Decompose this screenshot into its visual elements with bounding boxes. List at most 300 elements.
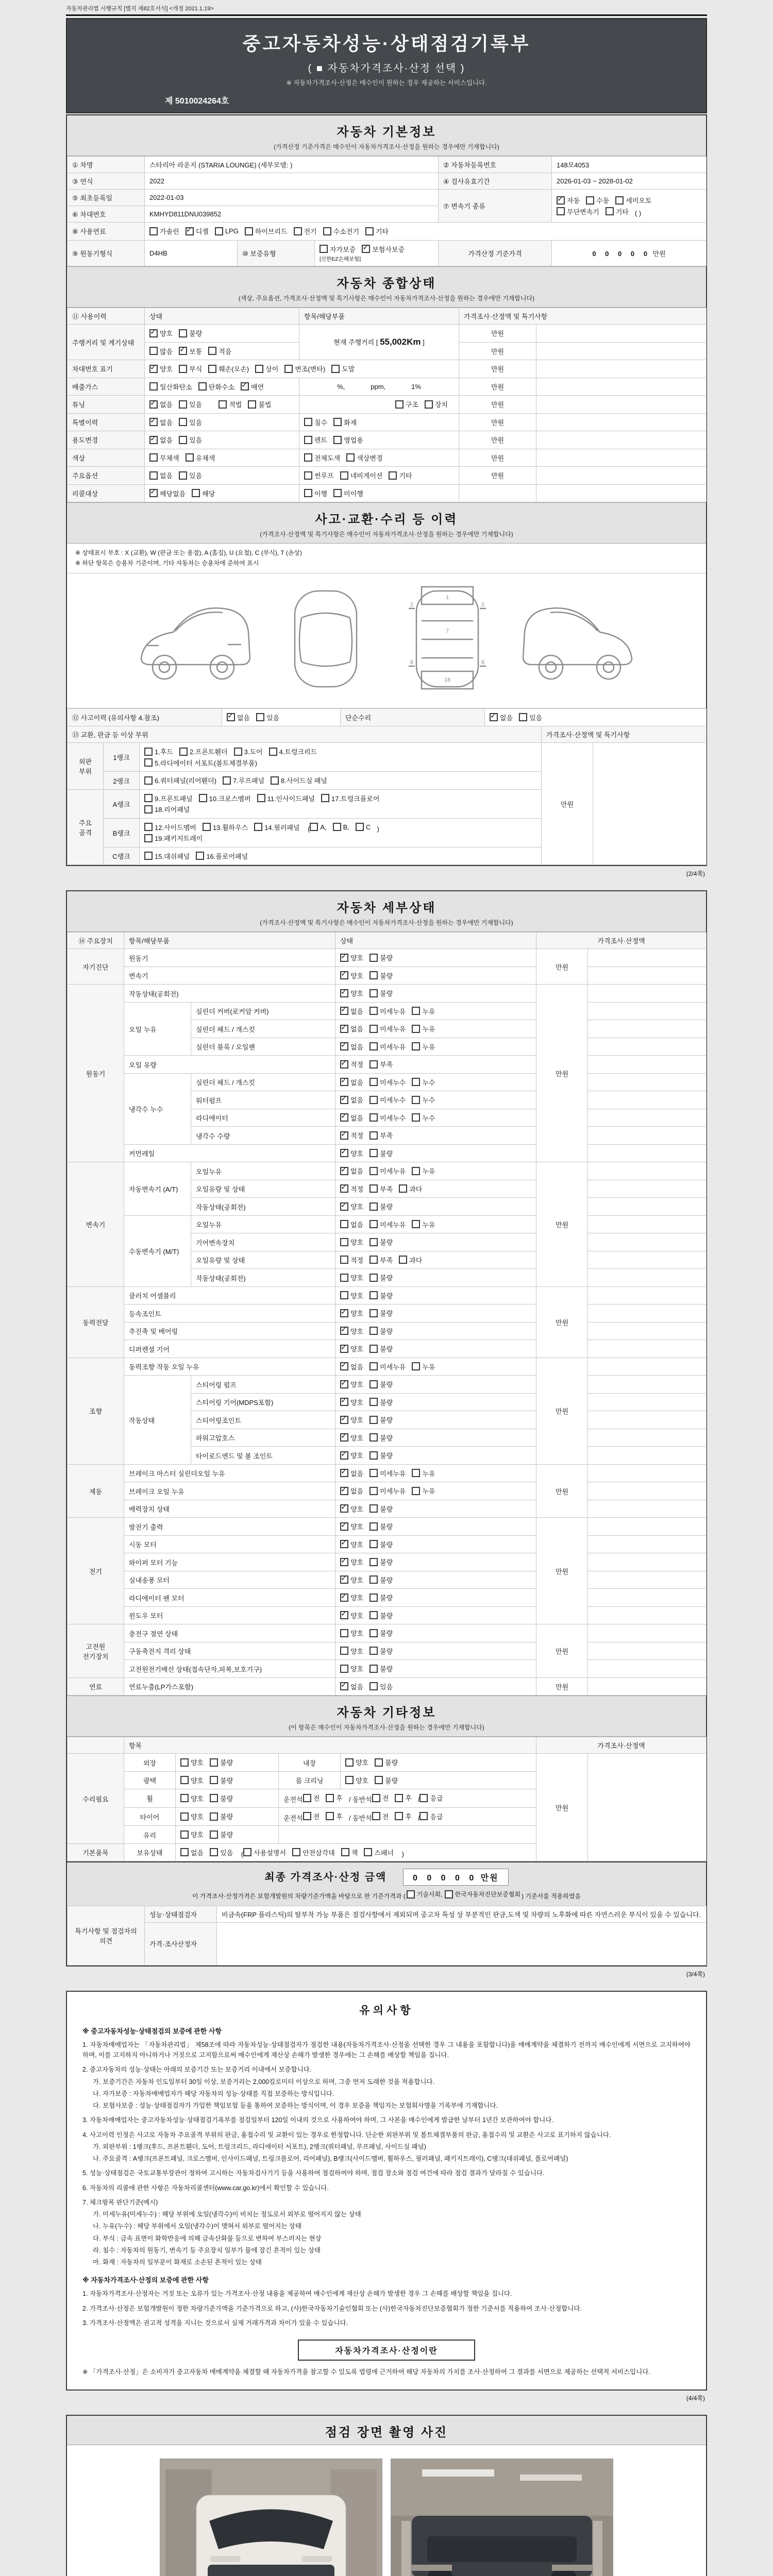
checkbox-checked[interactable] xyxy=(149,365,158,373)
checkbox[interactable] xyxy=(326,1812,334,1820)
checkbox-option[interactable] xyxy=(292,1848,335,1857)
checkbox-option[interactable] xyxy=(372,1811,389,1821)
checkbox[interactable] xyxy=(320,245,328,253)
checkbox[interactable] xyxy=(180,1758,189,1767)
checkbox-option[interactable] xyxy=(412,1486,435,1496)
checkbox-option[interactable] xyxy=(369,971,393,980)
checkbox-option[interactable] xyxy=(149,346,173,356)
checkbox-option[interactable] xyxy=(346,453,382,463)
checkbox-option[interactable] xyxy=(304,488,327,498)
checkbox-option[interactable] xyxy=(395,1811,412,1821)
checkbox-checked[interactable] xyxy=(149,436,158,444)
checkbox-option[interactable] xyxy=(369,953,393,962)
checkbox-checked[interactable] xyxy=(362,245,370,253)
checkbox-option[interactable] xyxy=(412,1166,435,1176)
checkbox[interactable] xyxy=(180,1831,189,1839)
checkbox[interactable] xyxy=(412,1487,420,1495)
checkbox-option[interactable] xyxy=(340,1682,363,1691)
checkbox-option[interactable] xyxy=(345,1775,368,1785)
checkbox-checked[interactable] xyxy=(241,382,249,391)
checkbox-option[interactable] xyxy=(369,1344,393,1353)
checkbox-option[interactable] xyxy=(606,207,629,216)
checkbox-option[interactable] xyxy=(369,1628,393,1638)
checkbox[interactable] xyxy=(557,207,565,215)
checkbox[interactable] xyxy=(333,418,342,426)
checkbox-option[interactable] xyxy=(340,971,363,980)
checkbox-option[interactable] xyxy=(369,1148,393,1158)
checkbox-option[interactable] xyxy=(149,328,173,338)
checkbox-option[interactable] xyxy=(271,775,327,785)
checkbox[interactable] xyxy=(369,1060,378,1069)
checkbox[interactable] xyxy=(375,1776,383,1784)
checkbox-option[interactable] xyxy=(425,399,448,409)
checkbox-option[interactable] xyxy=(369,1468,406,1478)
checkbox-option[interactable] xyxy=(219,399,242,409)
checkbox-checked[interactable] xyxy=(340,971,348,979)
checkbox[interactable] xyxy=(144,834,153,842)
checkbox[interactable] xyxy=(407,1890,415,1899)
checkbox[interactable] xyxy=(412,1096,420,1104)
checkbox-option[interactable] xyxy=(340,1006,363,1016)
checkbox-option[interactable] xyxy=(340,1255,363,1265)
checkbox[interactable] xyxy=(326,1794,334,1802)
checkbox-option[interactable] xyxy=(284,364,325,374)
checkbox[interactable] xyxy=(369,1096,378,1104)
checkbox[interactable] xyxy=(519,713,527,721)
checkbox[interactable] xyxy=(369,1380,378,1388)
checkbox[interactable] xyxy=(369,1042,378,1050)
checkbox-option[interactable] xyxy=(223,775,264,785)
checkbox-option[interactable] xyxy=(340,988,363,998)
checkbox-option[interactable] xyxy=(340,1664,363,1673)
checkbox-option[interactable] xyxy=(340,1095,363,1105)
checkbox[interactable] xyxy=(255,365,263,373)
checkbox-option[interactable] xyxy=(196,851,248,861)
checkbox[interactable] xyxy=(333,436,342,444)
checkbox-option[interactable] xyxy=(234,747,263,756)
checkbox-checked[interactable] xyxy=(340,1558,348,1566)
checkbox[interactable] xyxy=(210,1848,218,1856)
checkbox-checked[interactable] xyxy=(340,1060,348,1069)
checkbox-option[interactable] xyxy=(210,1829,233,1839)
checkbox-option[interactable] xyxy=(180,1811,204,1821)
checkbox-option[interactable] xyxy=(369,1415,393,1425)
checkbox[interactable] xyxy=(340,1629,348,1637)
checkbox[interactable] xyxy=(412,1220,420,1228)
checkbox-option[interactable] xyxy=(198,382,234,392)
checkbox-option[interactable] xyxy=(179,470,202,480)
checkbox[interactable] xyxy=(369,1522,378,1531)
checkbox-option[interactable] xyxy=(340,1379,363,1389)
checkbox[interactable] xyxy=(179,418,187,426)
checkbox-option[interactable] xyxy=(369,1521,393,1531)
checkbox[interactable] xyxy=(369,1220,378,1228)
checkbox-option[interactable] xyxy=(180,1793,204,1803)
checkbox-option[interactable] xyxy=(412,1042,435,1052)
checkbox-checked[interactable] xyxy=(340,1007,348,1015)
checkbox[interactable] xyxy=(340,1665,348,1673)
checkbox[interactable] xyxy=(179,436,187,444)
checkbox[interactable] xyxy=(425,400,433,409)
checkbox-option[interactable] xyxy=(369,1130,393,1140)
checkbox[interactable] xyxy=(257,794,265,802)
checkbox[interactable] xyxy=(369,1398,378,1406)
checkbox-option[interactable] xyxy=(412,1077,435,1087)
checkbox-option[interactable] xyxy=(395,399,418,409)
checkbox-option[interactable] xyxy=(256,713,279,722)
checkbox-option[interactable] xyxy=(333,823,349,831)
checkbox[interactable] xyxy=(369,1184,378,1193)
checkbox-option[interactable] xyxy=(180,1757,204,1767)
checkbox[interactable] xyxy=(369,1149,378,1157)
checkbox[interactable] xyxy=(304,418,312,426)
checkbox-checked[interactable] xyxy=(340,1345,348,1353)
checkbox[interactable] xyxy=(321,794,329,802)
checkbox[interactable] xyxy=(294,227,302,235)
checkbox-option[interactable] xyxy=(369,1682,393,1691)
checkbox[interactable] xyxy=(203,823,211,831)
checkbox[interactable] xyxy=(199,794,207,802)
checkbox-option[interactable] xyxy=(326,1811,343,1821)
checkbox-checked[interactable] xyxy=(340,1309,348,1317)
checkbox[interactable] xyxy=(210,1794,218,1802)
checkbox[interactable] xyxy=(369,1558,378,1566)
checkbox-option[interactable] xyxy=(375,1757,398,1767)
checkbox-option[interactable] xyxy=(340,1024,363,1033)
checkbox[interactable] xyxy=(144,794,153,802)
checkbox-option[interactable] xyxy=(369,1539,393,1549)
checkbox[interactable] xyxy=(144,823,153,831)
checkbox-checked[interactable] xyxy=(490,713,498,721)
checkbox[interactable] xyxy=(412,1113,420,1122)
checkbox[interactable] xyxy=(345,1776,354,1784)
checkbox-option[interactable] xyxy=(412,1468,435,1478)
checkbox[interactable] xyxy=(369,954,378,962)
checkbox-option[interactable] xyxy=(180,1775,204,1785)
checkbox[interactable] xyxy=(369,1665,378,1673)
checkbox[interactable] xyxy=(198,382,207,391)
checkbox-option[interactable] xyxy=(369,1486,406,1496)
checkbox-option[interactable] xyxy=(144,851,190,861)
checkbox[interactable] xyxy=(144,852,153,860)
checkbox-option[interactable] xyxy=(241,382,264,392)
checkbox-option[interactable] xyxy=(215,227,239,235)
checkbox[interactable] xyxy=(369,1113,378,1122)
checkbox-option[interactable] xyxy=(321,793,379,803)
checkbox-option[interactable] xyxy=(180,1848,204,1857)
checkbox-option[interactable] xyxy=(210,1793,233,1803)
checkbox[interactable] xyxy=(179,329,187,337)
checkbox[interactable] xyxy=(389,471,397,480)
checkbox[interactable] xyxy=(369,1345,378,1353)
checkbox-option[interactable] xyxy=(395,1793,412,1803)
checkbox[interactable] xyxy=(341,1848,349,1856)
checkbox[interactable] xyxy=(395,400,404,409)
checkbox[interactable] xyxy=(186,453,194,462)
checkbox-checked[interactable] xyxy=(340,1149,348,1157)
checkbox-option[interactable] xyxy=(210,1757,233,1767)
checkbox-option[interactable] xyxy=(208,346,231,356)
checkbox-option[interactable] xyxy=(340,1113,363,1123)
checkbox[interactable] xyxy=(369,1167,378,1175)
checkbox[interactable] xyxy=(210,1831,218,1839)
checkbox[interactable] xyxy=(395,1812,403,1820)
checkbox-checked[interactable] xyxy=(340,1327,348,1335)
checkbox[interactable] xyxy=(369,1487,378,1495)
checkbox-option[interactable] xyxy=(179,435,202,445)
checkbox[interactable] xyxy=(269,748,277,756)
checkbox-checked[interactable] xyxy=(149,489,158,497)
checkbox-option[interactable] xyxy=(340,1468,363,1478)
checkbox-option[interactable] xyxy=(412,1219,435,1229)
checkbox[interactable] xyxy=(369,1647,378,1655)
checkbox-option[interactable] xyxy=(304,435,327,445)
checkbox-option[interactable] xyxy=(227,713,250,722)
checkbox-option[interactable] xyxy=(557,207,599,216)
checkbox[interactable] xyxy=(412,1007,420,1015)
checkbox[interactable] xyxy=(149,347,158,355)
checkbox-option[interactable] xyxy=(340,1184,363,1194)
checkbox-checked[interactable] xyxy=(340,1611,348,1619)
checkbox[interactable] xyxy=(333,823,341,831)
checkbox-option[interactable] xyxy=(362,244,405,254)
checkbox-checked[interactable] xyxy=(340,1504,348,1513)
checkbox[interactable] xyxy=(210,1812,218,1821)
checkbox[interactable] xyxy=(369,1327,378,1335)
checkbox-option[interactable] xyxy=(144,775,216,785)
checkbox[interactable] xyxy=(179,471,187,480)
checkbox-option[interactable] xyxy=(369,1059,393,1069)
checkbox-option[interactable] xyxy=(369,1219,406,1229)
checkbox[interactable] xyxy=(180,1812,189,1821)
checkbox-option[interactable] xyxy=(149,399,173,409)
checkbox-checked[interactable] xyxy=(186,227,194,235)
checkbox[interactable] xyxy=(192,489,200,497)
checkbox-option[interactable] xyxy=(369,1006,406,1016)
checkbox-option[interactable] xyxy=(369,1024,406,1033)
checkbox-checked[interactable] xyxy=(340,1398,348,1406)
checkbox[interactable] xyxy=(586,196,594,205)
checkbox[interactable] xyxy=(412,1469,420,1477)
checkbox-option[interactable] xyxy=(375,1775,398,1785)
checkbox-option[interactable] xyxy=(320,244,356,254)
checkbox[interactable] xyxy=(210,1776,218,1784)
checkbox[interactable] xyxy=(369,1451,378,1460)
checkbox[interactable] xyxy=(179,748,188,756)
checkbox[interactable] xyxy=(340,1274,348,1282)
checkbox[interactable] xyxy=(419,1812,428,1820)
checkbox[interactable] xyxy=(196,852,204,860)
checkbox[interactable] xyxy=(372,1794,380,1802)
checkbox-option[interactable] xyxy=(304,453,340,463)
checkbox-option[interactable] xyxy=(257,793,315,803)
checkbox[interactable] xyxy=(210,1758,218,1767)
checkbox-option[interactable] xyxy=(412,1362,435,1371)
checkbox[interactable] xyxy=(369,1131,378,1140)
checkbox-checked[interactable] xyxy=(149,400,158,409)
checkbox[interactable] xyxy=(364,1848,372,1856)
checkbox-checked[interactable] xyxy=(340,1451,348,1460)
checkbox-option[interactable] xyxy=(412,1095,435,1105)
checkbox[interactable] xyxy=(208,365,216,373)
checkbox-option[interactable] xyxy=(179,328,202,338)
checkbox-option[interactable] xyxy=(255,364,278,374)
checkbox[interactable] xyxy=(215,227,223,235)
checkbox-option[interactable] xyxy=(340,1611,363,1620)
checkbox[interactable] xyxy=(144,805,153,814)
checkbox[interactable] xyxy=(180,1848,189,1856)
checkbox-option[interactable] xyxy=(186,226,209,236)
checkbox-option[interactable] xyxy=(389,470,412,480)
checkbox-option[interactable] xyxy=(369,1397,393,1407)
checkbox-option[interactable] xyxy=(340,1308,363,1318)
checkbox-option[interactable] xyxy=(340,1415,363,1425)
checkbox-option[interactable] xyxy=(210,1775,233,1785)
checkbox-option[interactable] xyxy=(365,226,389,236)
checkbox-option[interactable] xyxy=(340,1362,363,1371)
checkbox-option[interactable] xyxy=(369,1166,406,1176)
checkbox[interactable] xyxy=(345,1758,354,1767)
checkbox-option[interactable] xyxy=(341,1848,358,1857)
checkbox[interactable] xyxy=(399,1184,407,1193)
checkbox-option[interactable] xyxy=(340,1326,363,1336)
checkbox-option[interactable] xyxy=(340,1344,363,1353)
checkbox[interactable] xyxy=(149,227,158,235)
checkbox-option[interactable] xyxy=(399,1255,422,1265)
checkbox[interactable] xyxy=(369,1611,378,1619)
checkbox-option[interactable] xyxy=(149,417,173,427)
checkbox[interactable] xyxy=(208,347,216,355)
checkbox[interactable] xyxy=(369,1504,378,1513)
checkbox-checked[interactable] xyxy=(557,196,565,205)
checkbox-checked[interactable] xyxy=(340,1416,348,1424)
checkbox-checked[interactable] xyxy=(340,1184,348,1193)
checkbox-option[interactable] xyxy=(199,793,251,803)
checkbox-option[interactable] xyxy=(340,1148,363,1158)
checkbox-option[interactable] xyxy=(149,382,192,392)
checkbox-option[interactable] xyxy=(186,453,215,463)
checkbox-checked[interactable] xyxy=(340,1113,348,1122)
checkbox-option[interactable] xyxy=(203,822,248,832)
checkbox[interactable] xyxy=(369,1682,378,1690)
checkbox-option[interactable] xyxy=(269,747,317,756)
checkbox[interactable] xyxy=(395,1794,403,1802)
checkbox[interactable] xyxy=(346,453,355,462)
checkbox-option[interactable] xyxy=(419,1793,443,1803)
checkbox[interactable] xyxy=(304,471,312,480)
checkbox[interactable] xyxy=(615,196,624,205)
checkbox-option[interactable] xyxy=(340,1521,363,1531)
checkbox[interactable] xyxy=(369,1629,378,1637)
checkbox-option[interactable] xyxy=(364,1848,394,1857)
checkbox[interactable] xyxy=(369,1362,378,1370)
checkbox[interactable] xyxy=(245,227,253,235)
checkbox[interactable] xyxy=(340,471,348,480)
checkbox[interactable] xyxy=(412,1025,420,1033)
checkbox-checked[interactable] xyxy=(340,1202,348,1211)
checkbox[interactable] xyxy=(412,1362,420,1370)
checkbox-option[interactable] xyxy=(369,1646,393,1656)
checkbox[interactable] xyxy=(369,1540,378,1548)
checkbox-option[interactable] xyxy=(340,1433,363,1443)
checkbox-option[interactable] xyxy=(369,1077,406,1087)
checkbox-option[interactable] xyxy=(340,470,383,480)
checkbox[interactable] xyxy=(412,1042,420,1050)
checkbox-checked[interactable] xyxy=(340,989,348,997)
checkbox-option[interactable] xyxy=(369,1326,393,1336)
checkbox-checked[interactable] xyxy=(340,1025,348,1033)
checkbox-checked[interactable] xyxy=(340,1433,348,1442)
checkbox[interactable] xyxy=(369,1575,378,1584)
checkbox[interactable] xyxy=(180,1776,189,1784)
checkbox-option[interactable] xyxy=(340,953,363,962)
checkbox-option[interactable] xyxy=(412,1006,435,1016)
checkbox-option[interactable] xyxy=(304,470,334,480)
checkbox-option[interactable] xyxy=(333,435,363,445)
checkbox[interactable] xyxy=(144,776,153,785)
checkbox-option[interactable] xyxy=(149,470,173,480)
checkbox[interactable] xyxy=(369,1238,378,1246)
checkbox-option[interactable] xyxy=(331,364,355,374)
checkbox-option[interactable] xyxy=(149,453,179,463)
checkbox-option[interactable] xyxy=(180,1829,204,1839)
checkbox-checked[interactable] xyxy=(340,1487,348,1495)
checkbox[interactable] xyxy=(372,1812,380,1820)
checkbox[interactable] xyxy=(369,1202,378,1211)
checkbox[interactable] xyxy=(179,400,187,409)
checkbox[interactable] xyxy=(369,1416,378,1424)
checkbox-option[interactable] xyxy=(586,195,609,205)
checkbox-option[interactable] xyxy=(340,1504,363,1514)
checkbox[interactable] xyxy=(149,382,158,391)
checkbox[interactable] xyxy=(369,1291,378,1299)
checkbox-option[interactable] xyxy=(179,747,228,756)
checkbox-option[interactable] xyxy=(144,804,190,814)
checkbox[interactable] xyxy=(248,400,256,409)
checkbox[interactable] xyxy=(304,453,312,462)
checkbox-option[interactable] xyxy=(149,226,179,236)
checkbox[interactable] xyxy=(369,1025,378,1033)
checkbox-option[interactable] xyxy=(369,1557,393,1567)
checkbox-option[interactable] xyxy=(369,988,393,998)
checkbox-option[interactable] xyxy=(369,1308,393,1318)
checkbox-checked[interactable] xyxy=(340,954,348,962)
checkbox[interactable] xyxy=(179,365,187,373)
checkbox-option[interactable] xyxy=(144,833,203,843)
checkbox-option[interactable] xyxy=(340,1219,363,1229)
checkbox-option[interactable] xyxy=(369,1433,393,1443)
checkbox-option[interactable] xyxy=(340,1237,363,1247)
checkbox[interactable] xyxy=(369,989,378,997)
checkbox[interactable] xyxy=(369,1469,378,1477)
checkbox-option[interactable] xyxy=(149,364,173,374)
checkbox[interactable] xyxy=(412,1167,420,1175)
checkbox[interactable] xyxy=(399,1256,407,1264)
checkbox-option[interactable] xyxy=(149,435,173,445)
checkbox-option[interactable] xyxy=(144,822,196,832)
checkbox-option[interactable] xyxy=(356,823,371,831)
checkbox[interactable] xyxy=(412,1078,420,1086)
checkbox-option[interactable] xyxy=(340,1539,363,1549)
checkbox-option[interactable] xyxy=(345,1757,368,1767)
checkbox[interactable] xyxy=(369,1007,378,1015)
checkbox-checked[interactable] xyxy=(340,1167,348,1175)
checkbox-option[interactable] xyxy=(192,488,215,498)
checkbox-checked[interactable] xyxy=(149,329,158,337)
checkbox-checked[interactable] xyxy=(340,1042,348,1050)
checkbox-option[interactable] xyxy=(144,793,193,803)
checkbox-option[interactable] xyxy=(208,364,249,374)
